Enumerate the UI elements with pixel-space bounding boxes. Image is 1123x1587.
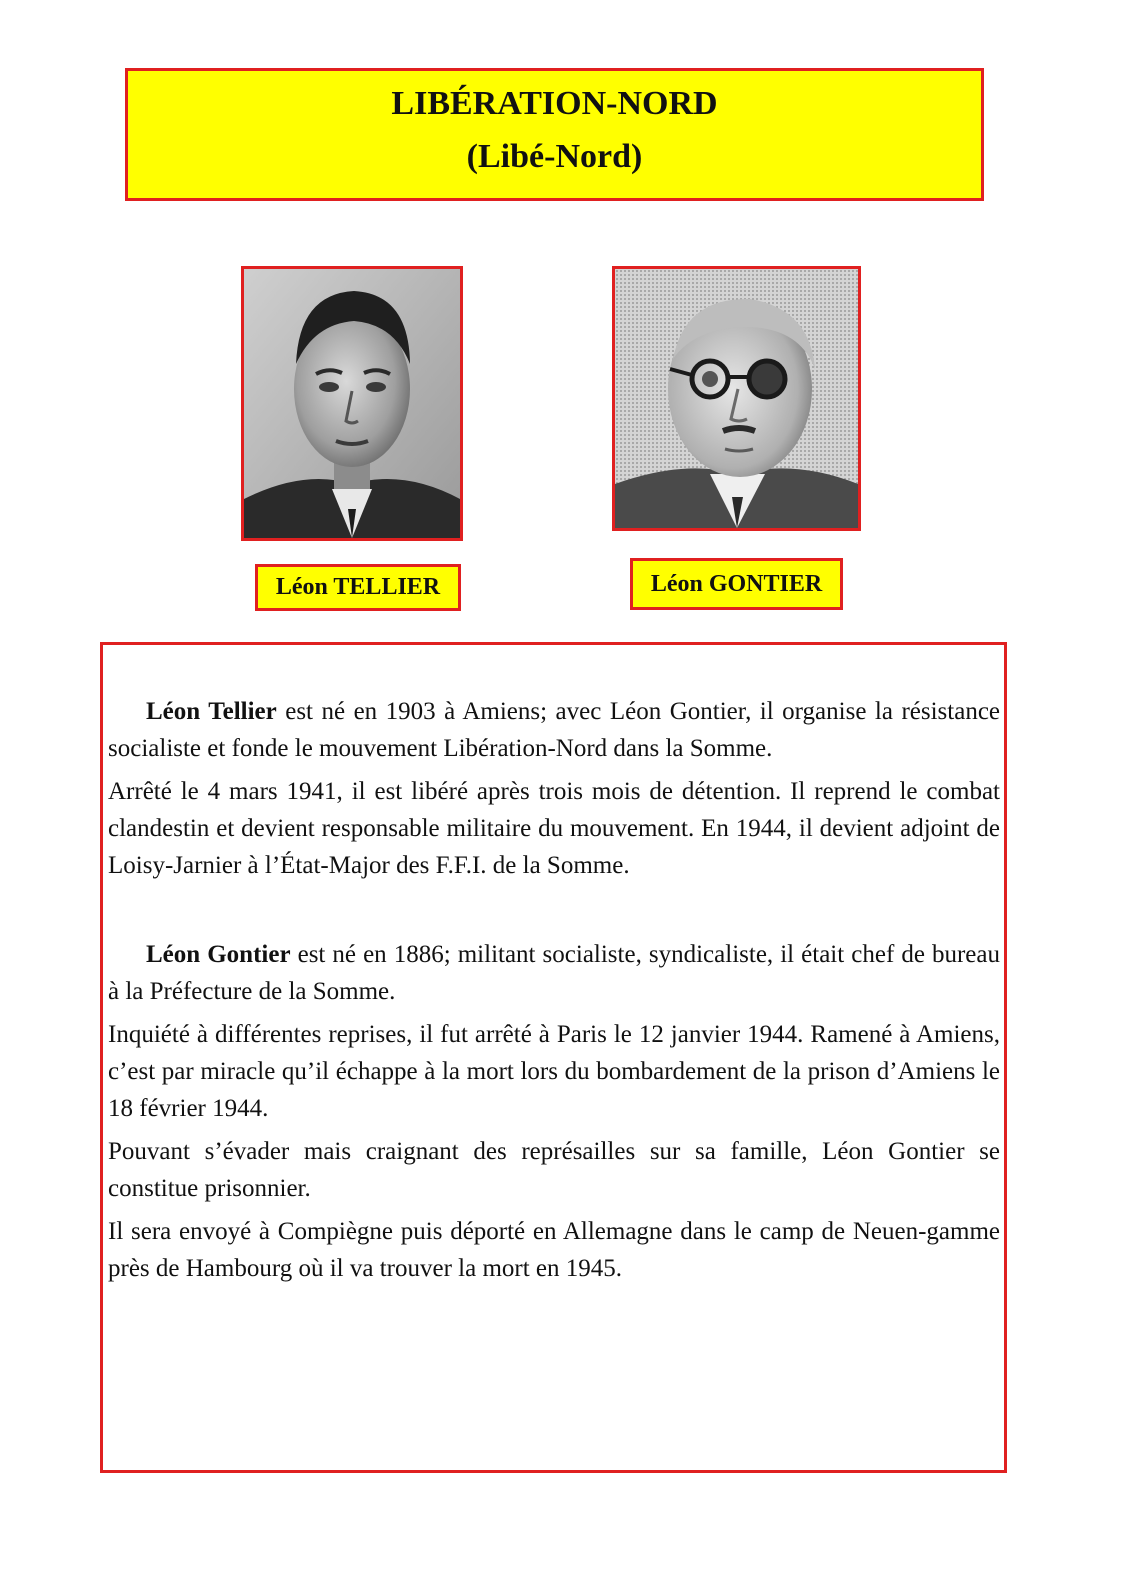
tellier-paragraph-1 xyxy=(108,693,1000,767)
tellier-paragraph-2: Arrêté le 4 mars 1941, il est libéré après trois mois de détention. Il reprend le combat clandestin et devient responsable militaire du mouvement. En 1944, il devient adjoint de Loisy-Jarnier à l’État-Major des F.F.I. de la Somme. xyxy=(108,778,1000,879)
title-banner xyxy=(125,68,984,201)
gontier-name: Léon Gontier xyxy=(146,941,291,968)
gontier-intro-text: est né en 1886; militant socialiste, syndicaliste, il était chef de bureau à la Préfecture de la Somme. xyxy=(108,941,1000,1005)
gontier-paragraph-1 xyxy=(108,936,1000,1010)
gontier-paragraph-2: Inquiété à différentes reprises, il fut arrêté à Paris le 12 janvier 1944. Ramené à Amiens, c’est par miracle qu’il échappe à la mort lors du bombardement de la prison d’Amiens le 18 février 1944. xyxy=(108,1021,1000,1122)
biography-panel xyxy=(100,642,1007,1473)
page-title: LIBÉRATION-NORD xyxy=(391,85,718,122)
gontier-paragraph-3: Pouvant s’évader mais craignant des représailles sur sa famille, Léon Gontier se constitue prisonnier. xyxy=(108,1138,1000,1202)
portrait-photo-gontier xyxy=(612,266,861,531)
portrait-caption-gontier: Léon GONTIER xyxy=(630,558,843,610)
gontier-paragraph-4: Il sera envoyé à Compiègne puis déporté en Allemagne dans le camp de Neuen-gamme près de Hambourg où il va trouver la mort en 1945. xyxy=(108,1218,1000,1282)
page-subtitle: (Libé-Nord) xyxy=(466,138,643,175)
tellier-name: Léon Tellier xyxy=(146,698,277,725)
portrait-caption-tellier: Léon TELLIER xyxy=(255,564,461,611)
portrait-photo-tellier xyxy=(241,266,463,541)
tellier-intro-text: est né en 1903 à Amiens; avec Léon Gontier, il organise la résistance socialiste et fonde le mouvement Libération-Nord dans la Somme. xyxy=(108,698,1001,762)
